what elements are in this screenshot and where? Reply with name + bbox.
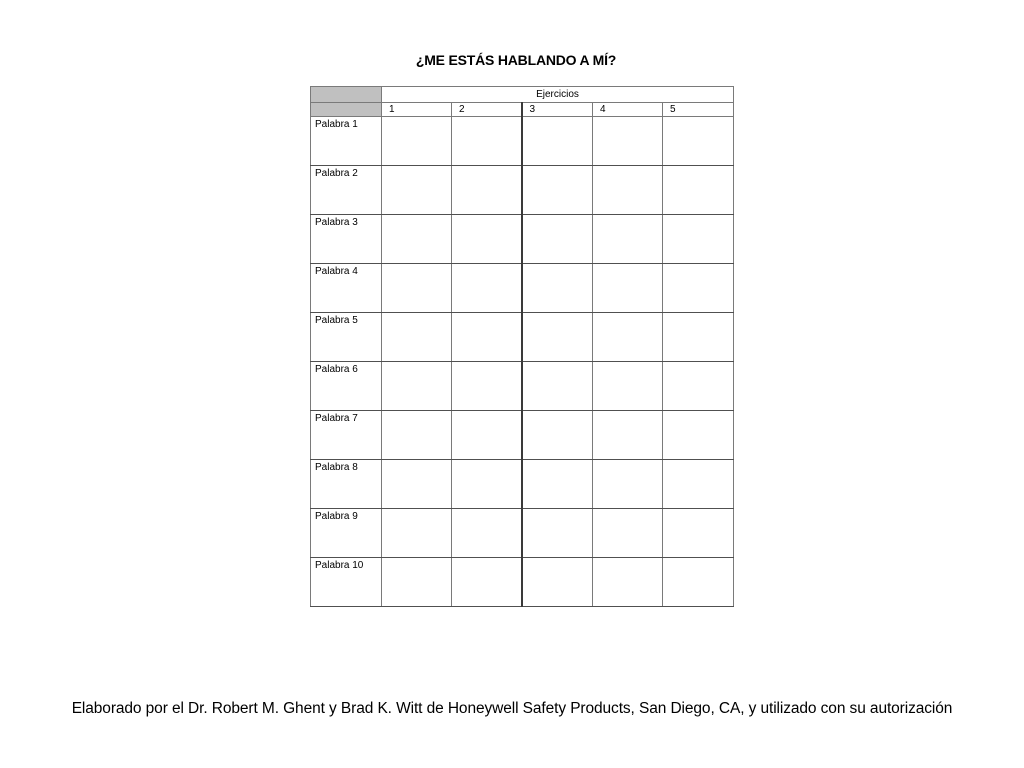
answer-cell[interactable] <box>663 362 734 411</box>
answer-cell[interactable] <box>382 460 452 509</box>
answer-cell[interactable] <box>382 362 452 411</box>
answer-cell[interactable] <box>522 411 593 460</box>
answer-cell[interactable] <box>382 166 452 215</box>
table-row <box>311 166 734 215</box>
table-row <box>311 460 734 509</box>
answer-cell[interactable] <box>593 166 663 215</box>
column-header: 2 <box>452 103 522 117</box>
answer-cell[interactable] <box>593 558 663 607</box>
answer-cell[interactable] <box>382 215 452 264</box>
exercises-header: Ejercicios <box>382 87 734 103</box>
table-row <box>311 215 734 264</box>
table-row <box>311 558 734 607</box>
answer-cell[interactable] <box>382 264 452 313</box>
column-header: 1 <box>382 103 452 117</box>
answer-cell[interactable] <box>522 558 593 607</box>
corner-cell-lower <box>311 103 382 117</box>
answer-cell[interactable] <box>593 313 663 362</box>
answer-cell[interactable] <box>382 313 452 362</box>
answer-cell[interactable] <box>452 362 522 411</box>
table-column-header-row <box>311 103 734 117</box>
row-label: Palabra 7 <box>311 411 382 460</box>
answer-cell[interactable] <box>452 313 522 362</box>
answer-cell[interactable] <box>593 460 663 509</box>
exercise-table <box>310 86 734 607</box>
answer-cell[interactable] <box>522 215 593 264</box>
answer-cell[interactable] <box>382 411 452 460</box>
table-group-header-row <box>311 87 734 103</box>
answer-cell[interactable] <box>522 362 593 411</box>
row-label: Palabra 1 <box>311 117 382 166</box>
answer-cell[interactable] <box>593 509 663 558</box>
answer-cell[interactable] <box>382 558 452 607</box>
table-row <box>311 117 734 166</box>
answer-cell[interactable] <box>522 313 593 362</box>
row-label: Palabra 3 <box>311 215 382 264</box>
row-label: Palabra 10 <box>311 558 382 607</box>
answer-cell[interactable] <box>593 117 663 166</box>
answer-cell[interactable] <box>593 264 663 313</box>
answer-cell[interactable] <box>663 215 734 264</box>
credit-footer: Elaborado por el Dr. Robert M. Ghent y Brad K. Witt de Honeywell Safety Products, San Diego, CA, y utilizado con su autorización <box>71 700 953 717</box>
answer-cell[interactable] <box>593 411 663 460</box>
answer-cell[interactable] <box>452 215 522 264</box>
answer-cell[interactable] <box>593 215 663 264</box>
answer-cell[interactable] <box>522 166 593 215</box>
answer-cell[interactable] <box>452 558 522 607</box>
answer-cell[interactable] <box>522 117 593 166</box>
answer-cell[interactable] <box>382 509 452 558</box>
answer-cell[interactable] <box>522 509 593 558</box>
answer-cell[interactable] <box>522 264 593 313</box>
answer-cell[interactable] <box>593 362 663 411</box>
answer-cell[interactable] <box>663 313 734 362</box>
row-label: Palabra 4 <box>311 264 382 313</box>
corner-cell <box>311 87 382 103</box>
answer-cell[interactable] <box>663 460 734 509</box>
answer-cell[interactable] <box>663 264 734 313</box>
row-label: Palabra 5 <box>311 313 382 362</box>
answer-cell[interactable] <box>382 117 452 166</box>
table-row <box>311 509 734 558</box>
table-row <box>311 313 734 362</box>
answer-cell[interactable] <box>663 509 734 558</box>
answer-cell[interactable] <box>452 460 522 509</box>
row-label: Palabra 8 <box>311 460 382 509</box>
row-label: Palabra 9 <box>311 509 382 558</box>
answer-cell[interactable] <box>452 264 522 313</box>
answer-cell[interactable] <box>452 166 522 215</box>
column-header: 4 <box>593 103 663 117</box>
column-header: 3 <box>522 103 593 117</box>
answer-cell[interactable] <box>663 166 734 215</box>
page-title: ¿ME ESTÁS HABLANDO A MÍ? <box>415 52 617 68</box>
row-label: Palabra 2 <box>311 166 382 215</box>
answer-cell[interactable] <box>663 117 734 166</box>
answer-cell[interactable] <box>452 411 522 460</box>
table-row <box>311 411 734 460</box>
table-row <box>311 264 734 313</box>
answer-cell[interactable] <box>522 460 593 509</box>
table-row <box>311 362 734 411</box>
row-label: Palabra 6 <box>311 362 382 411</box>
answer-cell[interactable] <box>452 117 522 166</box>
answer-cell[interactable] <box>452 509 522 558</box>
answer-cell[interactable] <box>663 558 734 607</box>
column-header: 5 <box>663 103 734 117</box>
answer-cell[interactable] <box>663 411 734 460</box>
